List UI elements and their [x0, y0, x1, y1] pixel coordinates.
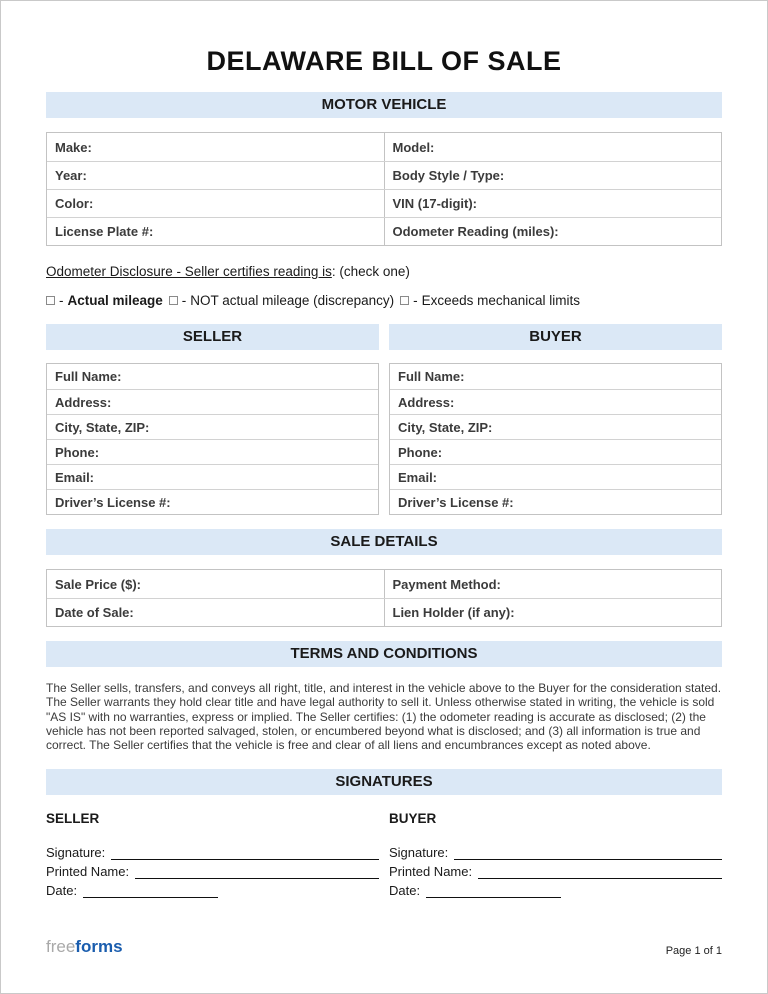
seller-email-value[interactable] — [94, 465, 378, 489]
field-label: Body Style / Type: — [392, 168, 505, 183]
field-label: Color: — [55, 196, 94, 211]
field-body-style-value[interactable] — [504, 162, 721, 189]
field-label: Full Name: — [55, 369, 122, 384]
section-header-sale-details: SALE DETAILS — [46, 529, 722, 555]
field-date-of-sale — [47, 599, 384, 626]
seller-signature-line[interactable] — [111, 846, 379, 860]
field-label: Date: — [389, 883, 421, 899]
dash: - — [413, 293, 418, 308]
field-label: Full Name: — [398, 369, 465, 384]
seller-phone — [47, 440, 378, 464]
field-payment-method-value[interactable] — [501, 570, 721, 598]
table-row — [390, 414, 721, 439]
buyer-printed-name-row — [389, 860, 722, 879]
table-row — [47, 414, 378, 439]
seller-city-state-zip — [47, 415, 378, 439]
buyer-date-line[interactable] — [426, 884, 561, 898]
field-label: Driver’s License #: — [55, 494, 171, 510]
option-label: Exceeds mechanical limits — [421, 293, 580, 308]
buyer-drivers-license — [390, 490, 721, 514]
field-color-value[interactable] — [93, 190, 383, 217]
buyer-signature-row — [389, 841, 722, 860]
seller-signature-title: SELLER — [46, 811, 100, 827]
sale-details-table — [46, 569, 722, 627]
table-row — [47, 464, 378, 489]
seller-full-name — [47, 364, 378, 389]
table-row — [47, 598, 721, 626]
buyer-phone-value[interactable] — [442, 440, 721, 464]
option-exceeds-mechanical-limits — [400, 293, 580, 308]
field-label: Model: — [392, 139, 435, 155]
field-label: Date: — [46, 883, 78, 899]
field-label: Payment Method: — [392, 576, 501, 592]
buyer-city-state-zip-value[interactable] — [492, 415, 721, 439]
section-header-signatures: SIGNATURES — [46, 769, 722, 795]
seller-full-name-value[interactable] — [121, 364, 378, 389]
buyer-phone — [390, 440, 721, 464]
seller-email — [47, 465, 378, 489]
field-make — [47, 133, 384, 161]
field-label: City, State, ZIP: — [55, 419, 150, 435]
field-year — [47, 162, 384, 189]
odometer-disclosure-rest: : (check one) — [331, 264, 410, 279]
field-label: Signature: — [389, 845, 449, 861]
field-label: Phone: — [398, 444, 443, 460]
field-license-plate — [47, 218, 384, 245]
field-label: Email: — [55, 469, 95, 485]
seller-table — [46, 363, 379, 515]
field-label: License Plate #: — [55, 224, 154, 239]
buyer-signature-line[interactable] — [454, 846, 722, 860]
option-actual-mileage — [46, 293, 163, 308]
table-row — [47, 439, 378, 464]
table-row — [47, 364, 378, 389]
field-label: Printed Name: — [389, 864, 473, 880]
field-odometer-reading — [384, 218, 722, 245]
field-lien-holder-value[interactable] — [515, 599, 721, 626]
terms-paragraph: The Seller sells, transfers, and conveys all right, title, and interest in the vehicle above to the Buyer for the consideration stated. The Seller warrants they hold clear title and have legal authority to sell it. Unless otherwise stated in writing, the vehicle is sold "AS IS" with no warranties, express or implied. The Seller certifies: (1) the odometer reading is accurate as disclosed; (2) the vehicle has not been reported salvaged, stolen, or encumbered beyond what is disclosed; and (3) all information is true and correct. The Seller certifies that the vehicle is free and clear of all liens and encumbrances except as noted above. — [46, 681, 722, 753]
seller-phone-value[interactable] — [99, 440, 378, 464]
field-date-of-sale-value[interactable] — [134, 599, 384, 626]
party-headers — [46, 324, 722, 350]
field-odometer-reading-value[interactable] — [559, 218, 721, 245]
field-sale-price-value[interactable] — [141, 570, 384, 598]
field-label: Driver’s License #: — [398, 494, 514, 510]
section-header-motor-vehicle: MOTOR VEHICLE — [46, 92, 722, 118]
seller-signature-row — [46, 841, 379, 860]
field-label: Date of Sale: — [55, 605, 134, 620]
odometer-disclosure-underlined: Odometer Disclosure - Seller certifies reading is — [46, 264, 332, 279]
table-row — [47, 133, 721, 161]
checkbox-not-actual-mileage[interactable] — [169, 296, 178, 305]
buyer-signature-title: BUYER — [389, 811, 437, 827]
page-footer — [46, 937, 722, 957]
dash: - — [59, 293, 64, 308]
seller-drivers-license — [47, 490, 378, 514]
buyer-city-state-zip — [390, 415, 721, 439]
field-label: Lien Holder (if any): — [392, 605, 515, 620]
table-row — [47, 161, 721, 189]
buyer-drivers-license-value[interactable] — [514, 490, 721, 514]
odometer-options — [46, 293, 722, 308]
table-row — [47, 570, 721, 598]
field-label: Year: — [55, 168, 87, 183]
party-tables — [46, 363, 722, 515]
logo-forms-text: forms — [75, 937, 123, 956]
table-row — [47, 217, 721, 245]
buyer-address — [390, 390, 721, 414]
buyer-printed-name-line[interactable] — [478, 865, 722, 879]
signature-blocks — [46, 809, 722, 898]
field-lien-holder — [384, 599, 722, 626]
seller-printed-name-line[interactable] — [135, 865, 379, 879]
field-label: Phone: — [55, 444, 100, 460]
seller-date-row — [46, 879, 379, 898]
field-label: Address: — [55, 394, 112, 410]
field-label: City, State, ZIP: — [398, 419, 493, 435]
table-row — [47, 489, 378, 514]
buyer-address-value[interactable] — [454, 390, 721, 414]
section-header-buyer: BUYER — [389, 324, 722, 350]
page-number: Page 1 of 1 — [665, 945, 722, 957]
field-label: Signature: — [46, 845, 106, 861]
freeforms-logo — [46, 937, 123, 957]
table-row — [390, 389, 721, 414]
option-label: NOT actual mileage (discrepancy) — [190, 293, 395, 308]
option-label: Actual mileage — [67, 293, 163, 308]
section-header-seller: SELLER — [46, 324, 379, 350]
field-label: Odometer Reading (miles): — [392, 224, 559, 239]
field-label: VIN (17-digit): — [392, 196, 477, 211]
buyer-full-name-value[interactable] — [464, 364, 721, 389]
option-not-actual-mileage — [169, 293, 394, 308]
field-label: Make: — [55, 139, 92, 155]
buyer-table — [389, 363, 722, 515]
field-color — [47, 190, 384, 217]
field-label: Address: — [398, 394, 455, 410]
field-vin — [384, 190, 722, 217]
checkbox-exceeds-mechanical-limits[interactable] — [400, 296, 409, 305]
seller-address-value[interactable] — [111, 390, 378, 414]
dash: - — [181, 293, 187, 308]
field-vin-value[interactable] — [477, 190, 721, 217]
table-row — [390, 364, 721, 389]
seller-signature-block — [46, 809, 379, 898]
buyer-date-row — [389, 879, 722, 898]
buyer-email — [390, 465, 721, 489]
seller-printed-name-row — [46, 860, 379, 879]
buyer-signature-block — [389, 809, 722, 898]
seller-city-state-zip-value[interactable] — [149, 415, 378, 439]
table-row — [390, 489, 721, 514]
table-row — [47, 389, 378, 414]
seller-drivers-license-value[interactable] — [171, 490, 378, 514]
field-label: Sale Price ($): — [55, 576, 141, 592]
logo-free-text: free — [46, 937, 76, 956]
field-payment-method — [384, 570, 722, 598]
motor-vehicle-table — [46, 132, 722, 246]
buyer-full-name — [390, 364, 721, 389]
table-row — [390, 439, 721, 464]
table-row — [390, 464, 721, 489]
field-label: Email: — [398, 469, 438, 485]
field-sale-price — [47, 570, 384, 598]
table-row — [47, 189, 721, 217]
buyer-email-value[interactable] — [437, 465, 721, 489]
field-label: Printed Name: — [46, 864, 130, 880]
odometer-disclosure-label — [46, 264, 722, 279]
field-model-value[interactable] — [434, 133, 721, 161]
section-header-terms: TERMS AND CONDITIONS — [46, 641, 722, 667]
field-license-plate-value[interactable] — [153, 218, 383, 245]
field-make-value[interactable] — [92, 133, 384, 161]
field-year-value[interactable] — [87, 162, 384, 189]
checkbox-actual-mileage[interactable] — [46, 296, 55, 305]
seller-date-line[interactable] — [83, 884, 218, 898]
seller-address — [47, 390, 378, 414]
page-title: DELAWARE BILL OF SALE — [206, 46, 562, 76]
field-model — [384, 133, 722, 161]
field-body-style — [384, 162, 722, 189]
